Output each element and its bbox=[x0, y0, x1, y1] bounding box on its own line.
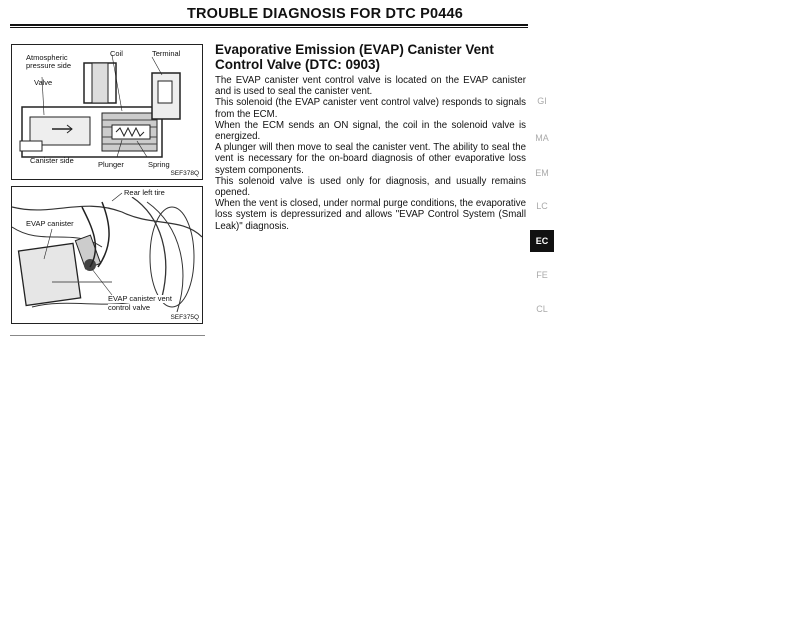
label-spring: Spring bbox=[148, 160, 170, 169]
label-atmospheric-side: Atmospheric pressure side bbox=[26, 53, 72, 70]
paragraph: When the ECM sends an ON signal, the coil in the solenoid valve is energized. bbox=[215, 119, 526, 143]
paragraph: This solenoid (the EVAP canister vent control valve) responds to signals from the ECM. bbox=[215, 97, 526, 120]
label-vent-valve-line1: EVAP canister vent bbox=[108, 294, 172, 303]
page-header-title: TROUBLE DIAGNOSIS FOR DTC P0446 bbox=[186, 6, 464, 22]
tab-gi[interactable]: GI bbox=[537, 96, 547, 106]
label-plunger: Plunger bbox=[98, 160, 124, 169]
label-vent-valve-line2: control valve bbox=[108, 303, 151, 312]
tab-em[interactable]: EM bbox=[535, 168, 549, 178]
figure-code: SEF378Q bbox=[170, 170, 199, 177]
label-valve: Valve bbox=[34, 78, 53, 87]
paragraph: The EVAP canister vent control valve is located on the EVAP canister and is used to seal the canister vent. bbox=[215, 75, 526, 98]
label-coil: Coil bbox=[110, 49, 123, 58]
column-divider bbox=[10, 335, 205, 336]
header-rule bbox=[10, 24, 528, 26]
tab-cl[interactable]: CL bbox=[536, 304, 548, 314]
tab-fe[interactable]: FE bbox=[536, 270, 548, 280]
location-illustration bbox=[12, 187, 202, 323]
figure-code: SEF375Q bbox=[170, 314, 199, 321]
label-canister-side: Canister side bbox=[30, 156, 74, 165]
paragraph: This solenoid valve is used only for diagnosis, and usually remains opened. bbox=[215, 175, 526, 199]
paragraph: A plunger will then move to seal the canister vent. The ability to seal the vent is necessary for the on-board diagnosis of other evaporative loss system components. bbox=[215, 142, 526, 176]
tab-ma[interactable]: MA bbox=[535, 133, 549, 143]
label-evap-canister: EVAP canister bbox=[26, 219, 74, 228]
paragraph: When the vent is closed, under normal purge conditions, the evaporative loss system is depressurized and allows "EVAP Control System (Small Leak)" diagnosis. bbox=[215, 198, 526, 232]
tab-lc[interactable]: LC bbox=[536, 201, 548, 211]
label-rear-left-tire: Rear left tire bbox=[124, 188, 165, 197]
label-terminal: Terminal bbox=[152, 49, 181, 58]
section-title: Evaporative Emission (EVAP) Canister Vent Control Valve (DTC: 0903) bbox=[215, 42, 494, 72]
section-body bbox=[215, 75, 526, 232]
tab-ec[interactable]: EC bbox=[530, 230, 554, 252]
header-rule-secondary bbox=[10, 27, 528, 28]
figure-location-diagram bbox=[11, 186, 203, 324]
figure-solenoid-diagram bbox=[11, 44, 203, 180]
